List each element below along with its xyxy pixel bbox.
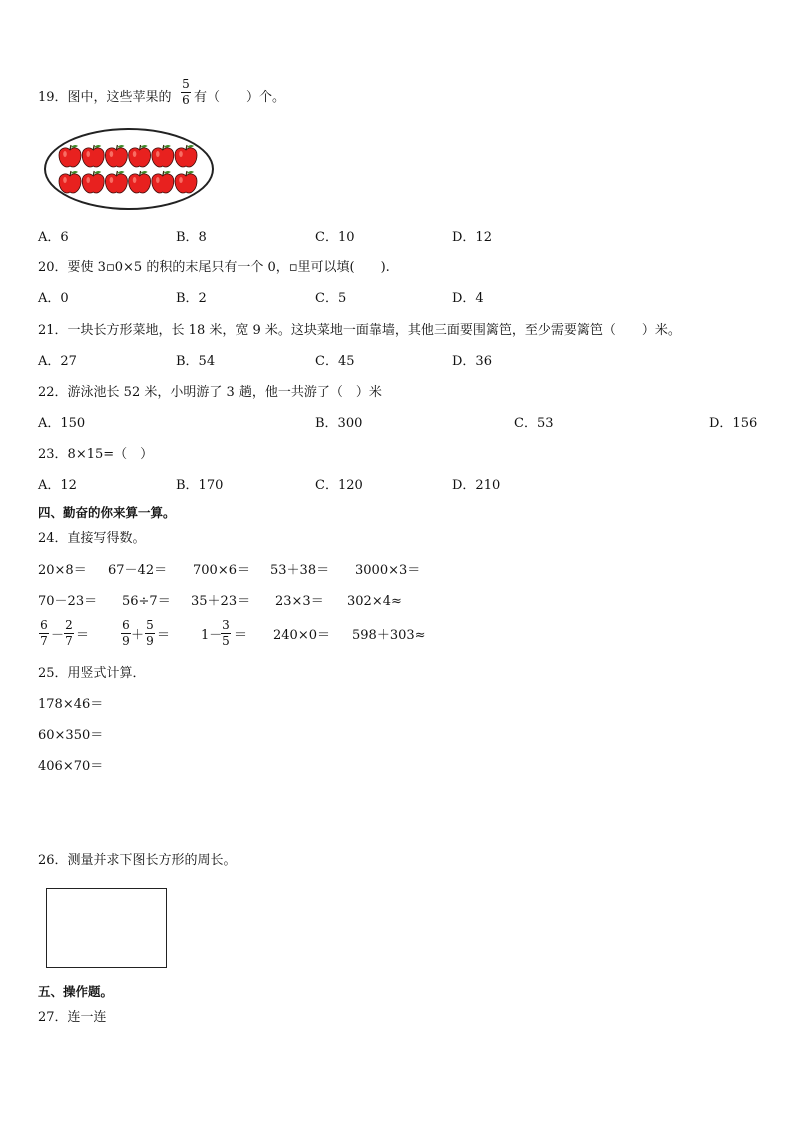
q19-fraction — [181, 78, 191, 107]
q22-option-c[interactable]: C．53 — [514, 416, 554, 431]
frac-den: 7 — [40, 634, 48, 648]
q19-text-after: 有（ ）个。 — [194, 90, 286, 105]
q24-r3c-whole: 1－ — [201, 628, 223, 643]
q21-option-a[interactable]: A．27 — [38, 354, 77, 369]
apple-icon — [105, 145, 127, 167]
apple-icon — [152, 171, 174, 193]
q24-r3b-frac1 — [121, 619, 131, 648]
rectangle-figure — [46, 888, 167, 968]
q21-option-b[interactable]: B．54 — [176, 354, 216, 369]
frac-den: 7 — [65, 634, 73, 648]
frac-den: 5 — [222, 634, 230, 648]
section-5-heading: 五、操作题。 — [38, 984, 114, 999]
q22-option-b[interactable]: B．300 — [315, 416, 363, 431]
q24-r3b-frac2 — [145, 619, 155, 648]
q20-text: 20．要使 3▫0×5 的积的末尾只有一个 0，▫里可以填( ). — [38, 260, 390, 275]
q20-option-a[interactable]: A．0 — [38, 291, 69, 306]
apple-icon — [129, 171, 151, 193]
q25-title: 25．用竖式计算． — [38, 666, 146, 681]
apple-icon — [82, 171, 104, 193]
q19-frac-den: 6 — [182, 93, 190, 107]
apple-icon — [175, 145, 197, 167]
q26-title: 26．测量并求下图长方形的周长。 — [38, 853, 237, 868]
q22-option-d[interactable]: D．156 — [709, 416, 758, 431]
q23-option-c[interactable]: C．120 — [315, 478, 363, 493]
q22-option-a[interactable]: A．150 — [38, 416, 86, 431]
q24-r3-item-d: 240×0＝ — [273, 628, 330, 643]
q19-option-c[interactable]: C．10 — [315, 230, 355, 245]
q24-r3c-frac — [221, 619, 231, 648]
q19-option-d[interactable]: D．12 — [452, 230, 492, 245]
q20-option-c[interactable]: C．5 — [315, 291, 347, 306]
q25-item-3: 406×70＝ — [38, 759, 104, 774]
q19-option-a[interactable]: A．6 — [38, 230, 69, 245]
frac-num: 2 — [65, 618, 73, 632]
q24-r3c-eq: ＝ — [234, 628, 248, 643]
q24-r1-item-3: 700×6＝ — [193, 563, 250, 578]
apple-icon — [152, 145, 174, 167]
q24-r2-item-3: 35＋23＝ — [191, 594, 251, 609]
q21-text: 21．一块长方形菜地，长 18 米，宽 9 米。这块菜地一面靠墙，其他三面要围篱笆，至少需要篱笆（ ）米。 — [38, 323, 681, 338]
frac-den: 9 — [146, 634, 154, 648]
q24-r3a-eq: ＝ — [76, 628, 90, 643]
q27-title: 27．连一连 — [38, 1010, 107, 1025]
q19-option-b[interactable]: B．8 — [176, 230, 207, 245]
frac-num: 6 — [122, 618, 130, 632]
q24-r3-item-e: 598＋303≈ — [352, 628, 426, 643]
q23-option-a[interactable]: A．12 — [38, 478, 77, 493]
q24-r3a-frac1 — [39, 619, 49, 648]
apple-icon — [105, 171, 127, 193]
q24-r2-item-2: 56÷7＝ — [122, 594, 171, 609]
q24-r1-item-4: 53＋38＝ — [270, 563, 330, 578]
q25-item-2: 60×350＝ — [38, 728, 104, 743]
q24-r2-item-5: 302×4≈ — [347, 594, 402, 609]
apple-plate-image — [44, 128, 214, 210]
q21-option-d[interactable]: D．36 — [452, 354, 492, 369]
q24-r3a-op: － — [51, 628, 65, 643]
frac-num: 5 — [146, 618, 154, 632]
apple-icon — [59, 171, 81, 193]
q24-r2-item-1: 70－23＝ — [38, 594, 98, 609]
apple-icon — [82, 145, 104, 167]
q22-text: 22．游泳池长 52 米，小明游了 3 趟，他一共游了（ ）米 — [38, 385, 382, 400]
frac-den: 9 — [122, 634, 130, 648]
q24-r1-item-5: 3000×3＝ — [355, 563, 421, 578]
q24-r1-item-1: 20×8＝ — [38, 563, 87, 578]
apple-icon — [129, 145, 151, 167]
q20-option-b[interactable]: B．2 — [176, 291, 207, 306]
q23-text: 23．8×15=（ ） — [38, 447, 154, 462]
q24-title: 24．直接写得数。 — [38, 531, 146, 546]
q24-r3b-eq: ＝ — [157, 628, 171, 643]
frac-num: 3 — [222, 618, 230, 632]
frac-num: 6 — [40, 618, 48, 632]
apples-illustration — [46, 130, 212, 208]
q23-option-d[interactable]: D．210 — [452, 478, 501, 493]
q24-r2-item-4: 23×3＝ — [275, 594, 324, 609]
apple-icon — [175, 171, 197, 193]
q19-frac-num: 5 — [182, 77, 190, 91]
q19-text-before: 19．图中，这些苹果的 — [38, 90, 172, 105]
q24-r1-item-2: 67－42＝ — [108, 563, 168, 578]
q24-r3a-frac2 — [64, 619, 74, 648]
section-4-heading: 四、勤奋的你来算一算。 — [38, 505, 176, 520]
q24-r3b-op: ＋ — [131, 628, 145, 643]
apple-icon — [59, 145, 81, 167]
q23-option-b[interactable]: B．170 — [176, 478, 224, 493]
q25-item-1: 178×46＝ — [38, 697, 104, 712]
q21-option-c[interactable]: C．45 — [315, 354, 355, 369]
q20-option-d[interactable]: D．4 — [452, 291, 484, 306]
